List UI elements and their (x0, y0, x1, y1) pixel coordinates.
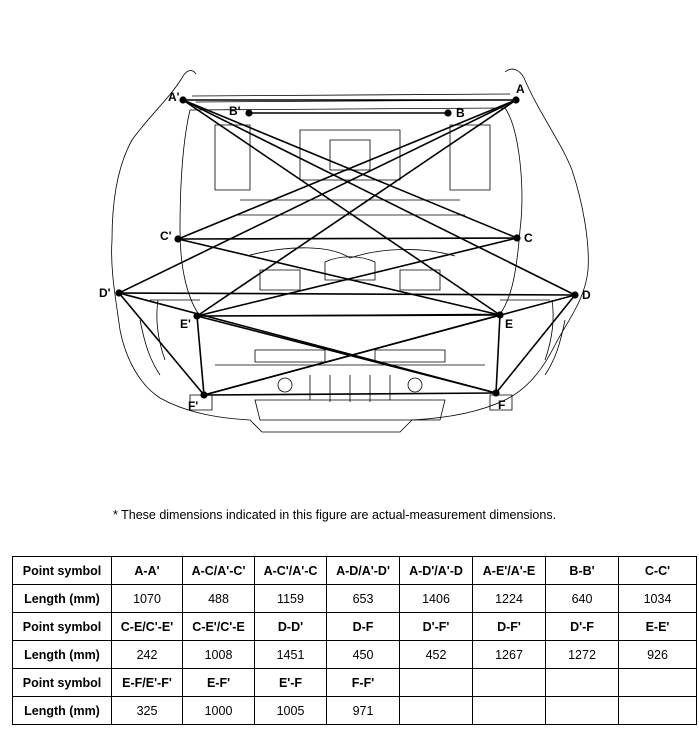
measure-line-D-Dp (119, 293, 575, 295)
length-cell: 971 (327, 697, 400, 725)
point-marker-C (513, 234, 520, 241)
point-symbol-header: Point symbol (13, 557, 112, 585)
point-symbol-header: Point symbol (13, 613, 112, 641)
length-header: Length (mm) (13, 585, 112, 613)
measure-line-A-Cp (178, 100, 516, 239)
point-symbol-cell: A-E'/A'-E (473, 557, 546, 585)
measure-line-Ap-E (183, 100, 500, 315)
point-label-C-prime: C' (160, 229, 172, 243)
point-label-B-prime: B' (229, 104, 241, 118)
point-symbol-cell: D-F' (473, 613, 546, 641)
point-symbol-cell: C-E'/C'-E (183, 613, 255, 641)
point-label-D-prime: D' (99, 286, 111, 300)
table-row-symbols (13, 557, 697, 585)
measure-line-Cp-E (178, 239, 500, 315)
length-cell: 325 (112, 697, 183, 725)
length-cell: 452 (400, 641, 473, 669)
point-symbol-cell: A-D'/A'-D (400, 557, 473, 585)
point-label-C: C (524, 231, 533, 245)
point-symbol-cell: E-F' (183, 669, 255, 697)
table-row-symbols (13, 669, 697, 697)
point-symbol-cell (546, 669, 619, 697)
point-label-B: B (456, 106, 465, 120)
dimension-table (12, 556, 697, 725)
measure-line-E-F (496, 315, 500, 393)
point-label-A: A (516, 82, 525, 96)
measure-line-E-Ep (197, 315, 500, 316)
point-symbol-cell: E'-F (255, 669, 327, 697)
length-cell: 926 (619, 641, 697, 669)
length-cell (619, 697, 697, 725)
point-symbol-cell: C-C' (619, 557, 697, 585)
point-marker-A (512, 96, 519, 103)
point-marker-E-prime (193, 312, 200, 319)
point-symbol-cell: D-D' (255, 613, 327, 641)
measurement-note: * These dimensions indicated in this figure are actual-measurement dimensions. (113, 508, 557, 522)
length-header: Length (mm) (13, 697, 112, 725)
point-marker-C-prime (174, 235, 181, 242)
point-label-E: E (505, 317, 514, 331)
point-symbol-cell: E-F/E'-F' (112, 669, 183, 697)
point-marker-B-prime (245, 109, 252, 116)
length-cell: 1272 (546, 641, 619, 669)
length-cell: 1000 (183, 697, 255, 725)
point-label-E-prime: E' (180, 317, 191, 331)
point-label-F: F (498, 398, 506, 412)
point-marker-B (444, 109, 451, 116)
measure-line-F-Fp (204, 393, 496, 395)
measure-line-Dp-Fp (119, 293, 204, 395)
length-cell: 640 (546, 585, 619, 613)
table-row-symbols (13, 613, 697, 641)
point-symbol-cell: A-D/A'-D' (327, 557, 400, 585)
length-cell: 1070 (112, 585, 183, 613)
measure-line-Ep-Fp (197, 316, 204, 395)
table-row-lengths (13, 585, 697, 613)
point-symbol-cell: E-E' (619, 613, 697, 641)
length-cell: 450 (327, 641, 400, 669)
point-symbol-cell: A-C/A'-C' (183, 557, 255, 585)
point-marker-A-prime (179, 96, 186, 103)
point-label-F-prime: F' (188, 399, 199, 413)
measurement-lines (119, 100, 575, 395)
table-row-lengths (13, 641, 697, 669)
measure-line-Ap-D (183, 100, 575, 295)
measure-line-A-Ep (197, 100, 516, 316)
length-cell: 1159 (255, 585, 327, 613)
length-cell: 1034 (619, 585, 697, 613)
point-symbol-cell: F-F' (327, 669, 400, 697)
length-cell: 1406 (400, 585, 473, 613)
point-label-A-prime: A' (168, 90, 180, 104)
point-symbol-cell: D-F (327, 613, 400, 641)
length-cell: 653 (327, 585, 400, 613)
length-cell: 242 (112, 641, 183, 669)
length-cell: 1008 (183, 641, 255, 669)
measure-line-A-Dp (119, 100, 516, 293)
point-symbol-cell: D'-F (546, 613, 619, 641)
point-marker-D-prime (115, 289, 122, 296)
length-cell: 488 (183, 585, 255, 613)
point-symbol-header: Point symbol (13, 669, 112, 697)
length-header: Length (mm) (13, 641, 112, 669)
point-symbol-cell: B-B' (546, 557, 619, 585)
length-cell: 1005 (255, 697, 327, 725)
table-row-lengths (13, 697, 697, 725)
point-marker-F (492, 389, 499, 396)
point-symbol-cell (400, 669, 473, 697)
point-marker-F-prime (200, 391, 207, 398)
point-symbol-cell: A-A' (112, 557, 183, 585)
point-symbol-cell: D'-F' (400, 613, 473, 641)
point-symbol-cell (619, 669, 697, 697)
point-marker-E (496, 311, 503, 318)
point-label-D: D (582, 288, 591, 302)
measurement-points (99, 82, 591, 413)
length-cell (546, 697, 619, 725)
length-cell: 1451 (255, 641, 327, 669)
measure-line-D-F (496, 295, 575, 393)
length-cell (473, 697, 546, 725)
point-symbol-cell: C-E/C'-E' (112, 613, 183, 641)
point-symbol-cell (473, 669, 546, 697)
point-marker-D (571, 291, 578, 298)
length-cell: 1224 (473, 585, 546, 613)
length-cell: 1267 (473, 641, 546, 669)
vehicle-underbody-outline (112, 69, 589, 432)
measure-line-C-Ep (197, 238, 517, 316)
point-symbol-cell: A-C'/A'-C (255, 557, 327, 585)
length-cell (400, 697, 473, 725)
